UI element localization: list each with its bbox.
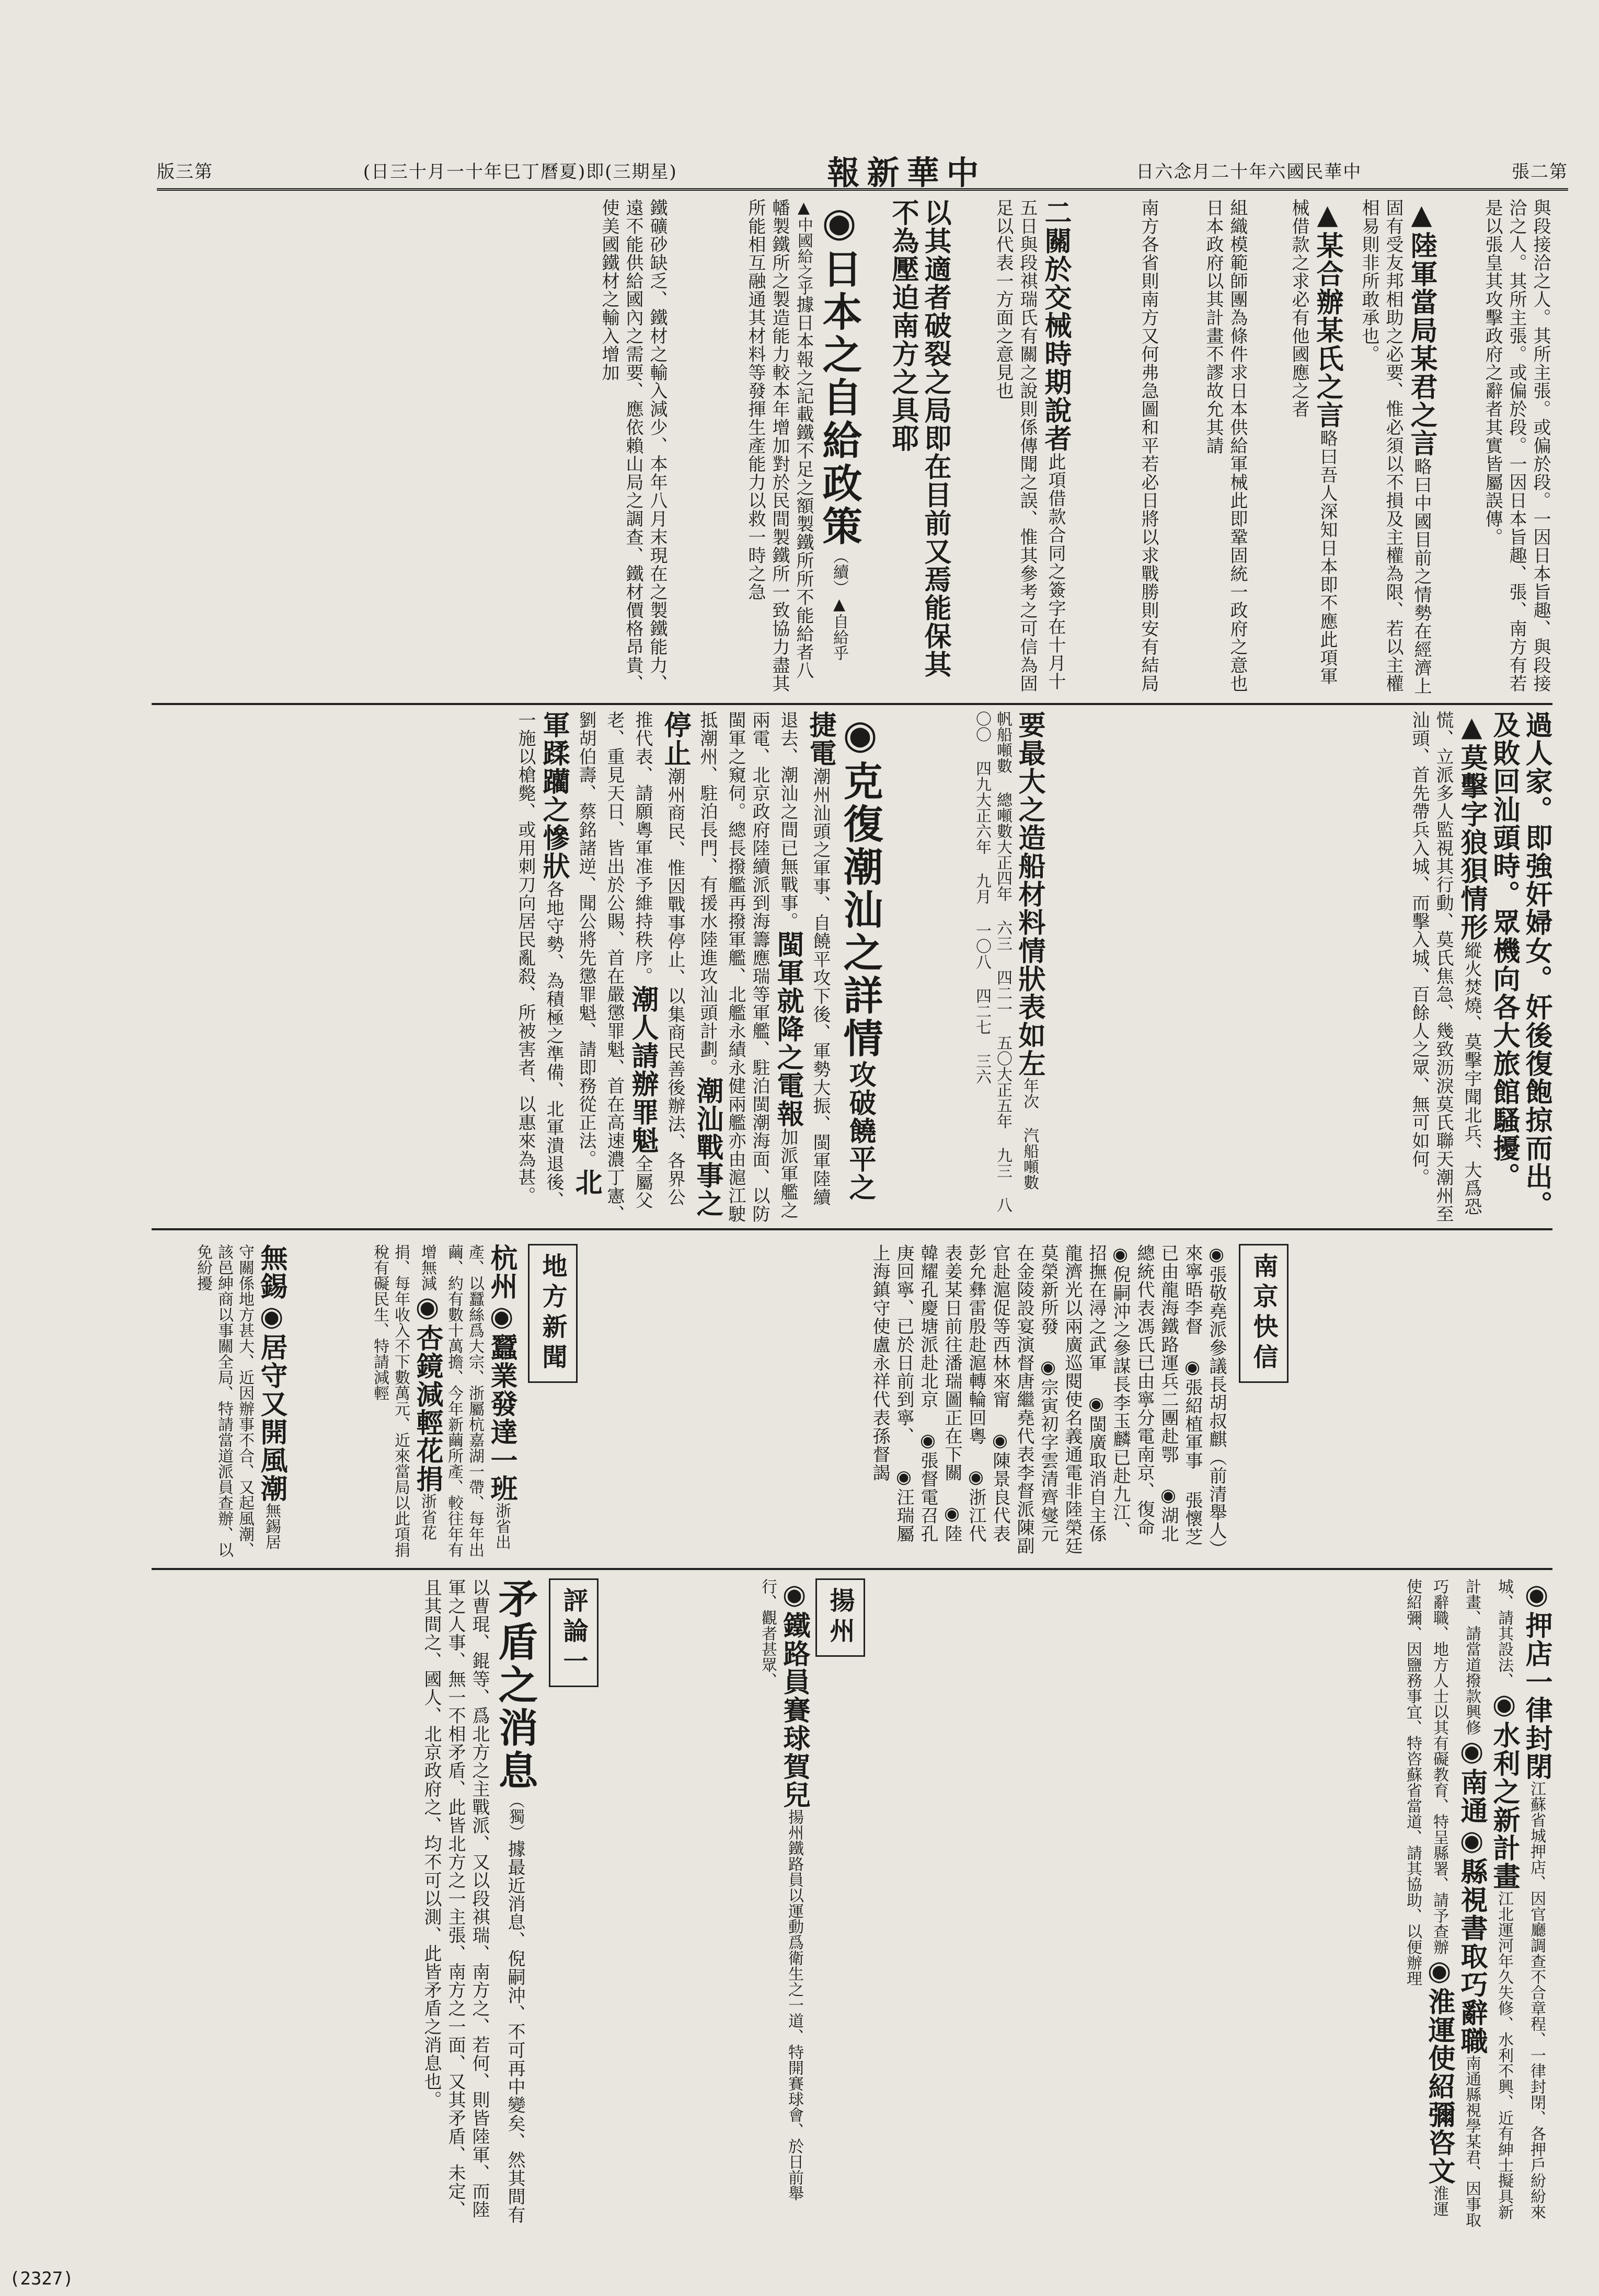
wuxi-news bbox=[157, 1244, 287, 1557]
article-8-headline: ◉日本之自給政策 bbox=[816, 199, 862, 548]
nanjing-item: ◉張紹植軍事 張懷芝已由龍海鐵路運兵二團赴鄂 bbox=[1158, 1244, 1203, 1546]
hangzhou-text-2: 浙省花捐、每年收入不下數萬元、近來當局以此項捐稅有礙民生、特請減輕 bbox=[371, 1244, 436, 1557]
article-7: 以其適者破裂之局即在目前又焉能保其不為壓迫南方之具耶 bbox=[887, 199, 951, 678]
nantong-title: ◉南通 bbox=[1456, 1735, 1488, 1825]
figures-row-2: 大正五年 九三 八〇〇 四九 bbox=[973, 711, 1012, 1213]
chaoshan-sub-5: 北軍蹂躪之慘狀 bbox=[538, 711, 602, 1196]
figures-row-1: 大正四年 六三 四二一 五〇 bbox=[994, 839, 1012, 1066]
chaoshan-sub-1: 攻破饒平之捷電 bbox=[804, 711, 876, 1202]
chaoshan-main-headline: ◉克復潮汕之詳情 bbox=[837, 711, 883, 1060]
chaoshan-article bbox=[157, 711, 883, 1223]
nanjing-item: ◉湖北總統代表馮氏已由寧分電南京、復命 bbox=[1134, 1244, 1179, 1543]
chaoshan-text-1: 潮州汕頭之軍事、自饒平攻下後、軍勢大振、閩軍陸續退去、潮汕之間已無戰事。 bbox=[777, 711, 831, 1206]
article-3-text: 略曰吾人深知日本即不應此項軍械借款之求必有他國應之者 bbox=[1289, 199, 1338, 685]
nanjing-item: ◉陸韓耀孔慶塘派赴北京 bbox=[917, 1244, 962, 1543]
figures-header: 年次 汽船噸數 帆船噸數 總噸數 bbox=[994, 711, 1039, 1190]
right-text-2: 莫氏聯天潮州至汕頭、首先帶兵入城、而擊入城、百餘人之眾、無可如何。 bbox=[1409, 711, 1454, 1223]
right-article bbox=[1051, 711, 1552, 1223]
wuxi-text: 無錫居守關係地方甚大、近因辦事不合、又起風潮、該邑紳商以事關全局、特請當道派員查辦、以免紛擾 bbox=[194, 1244, 281, 1557]
inspector-headline: ◉縣視書取巧辭職 bbox=[1456, 1825, 1488, 2055]
figures-block bbox=[889, 711, 1045, 1223]
sheet-label: 張二第 bbox=[1511, 161, 1568, 182]
yangzhou-text: 揚州鐵路員以運動爲衛生之一道、特開賽球會、於日前舉行、觀者甚眾、 bbox=[758, 1578, 803, 2201]
hangzhou-title: 杭州 bbox=[486, 1244, 517, 1300]
chaoshan-sub-2: 閩軍就降之電報 bbox=[772, 930, 804, 1128]
pawnshop-headline: ◉押店一律封閉 bbox=[1521, 1578, 1552, 1781]
chaoshan-text-3: 總長撥艦再撥軍艦、北艦永績永健兩艦亦由滬江駛抵潮州、駐泊長門、有援水陸進攻汕頭計劃。 bbox=[697, 711, 746, 1223]
bottom-right-news bbox=[1061, 1578, 1552, 2232]
article-2 bbox=[1349, 199, 1437, 695]
salt-headline: ◉淮運使紹彌咨文 bbox=[1423, 1955, 1455, 2185]
nanjing-items bbox=[601, 1244, 1228, 1557]
nanjing-item: ◉陳景良代表彭允彝雷殷赴滬轉輪回粵 bbox=[965, 1244, 1010, 1543]
page-label: 版三第 bbox=[157, 161, 213, 182]
water-text: 江北運河年久失修、水利不興、近有紳士擬具新計畫、請當道撥款興修 bbox=[1463, 1578, 1513, 2220]
local-news-box-title: 地方新聞 bbox=[528, 1244, 578, 1383]
nanjing-item: ◉倪嗣沖之參謀長李玉麟已赴九江、招撫在潯之武軍 bbox=[1086, 1244, 1131, 1540]
divider-top bbox=[152, 703, 1552, 705]
paper-name: 報新華中 bbox=[827, 153, 986, 192]
hangzhou-headline-2: ◉杏鏡減輕花捐 bbox=[411, 1291, 443, 1493]
commentary bbox=[157, 1578, 538, 2232]
masthead-date-right: (日三十月一十年巳丁曆夏)即(三期星) bbox=[363, 161, 677, 182]
article-1: 與段接洽之人。其所主張。或偏於段。一因日本旨趣、與段接洽之人。其所主張。或偏於段。一因日本旨趣、張、南方有若是以張皇其攻擊政府之辭者其實皆屬誤傳。 bbox=[1482, 199, 1551, 693]
article-4: 組織模範師團為條件求日本供給軍械此即鞏固統一政府之意也日本政府以其計畫不謬故允其請 bbox=[1203, 199, 1248, 693]
article-3-headline: ▲某合辦某氏之言 bbox=[1312, 199, 1343, 429]
masthead-date-left: 日六念月二十年六國民華中 bbox=[1136, 161, 1362, 182]
hangzhou-headline: ◉蠶業發達一班 bbox=[486, 1300, 517, 1503]
chaoshan-text-2: 加派軍艦之兩電、北京政府陸續派到海籌應瑞等軍艦、駐泊閩潮海面、以防閩軍之窺伺。 bbox=[725, 711, 798, 1223]
figures-row-3: 大正六年 九月 一〇八 四二七 三六 bbox=[973, 792, 991, 1084]
article-6 bbox=[957, 199, 1072, 695]
yangzhou-news bbox=[653, 1578, 810, 2232]
chaoshan-text-6: 各地守勢、為積極之準備、北軍潰退後、一施以槍斃、或用刺刀向居民亂殺、所被害者、以惠來為甚。 bbox=[515, 711, 564, 1209]
hangzhou-text: 浙省出產、以蠶絲爲大宗、浙屬杭嘉湖一帶、每年出繭、約有數十萬擔、今年新繭所產、較往年有增無減 bbox=[418, 1244, 511, 1557]
commentary-headline: 矛盾之消息 bbox=[492, 1578, 538, 1793]
yangzhou-headline: ◉鐵路員賽球賀兒 bbox=[778, 1578, 810, 1809]
commentary-text: 據最近消息、倪嗣沖、不可再中變矣、然其間有以曹琨、錕等、爲北方之主戰派、又以段祺瑞、南方之、若何、則皆陸軍、而陸軍之人事、無一不相矛盾、此皆北方之一主張、南方之一面、又其矛盾、未定、且其間之、國人、北京政府之、均不可以測、此皆矛盾之消息也。 bbox=[421, 1578, 525, 2224]
chaoshan-text-4: 潮州商民、惟因戰事停止、以集商民善後辦法、各界公推代表、請願粵軍准予維持秩序。 bbox=[632, 711, 685, 1206]
article-6-text: 此項借款合同之簽字在十月十五日與段祺瑞氏有關之說則係傳聞之誤、惟其參考之可信為固足以代表一方面之意見也 bbox=[993, 199, 1066, 693]
article-8-cont: （續） bbox=[830, 548, 848, 595]
wuxi-headline: ◉居守又開風潮 bbox=[256, 1300, 287, 1503]
chaoshan-sub-3: 潮汕戰事之停止 bbox=[659, 711, 723, 1218]
water-headline: ◉水利之新計畫 bbox=[1488, 1688, 1520, 1890]
wuxi-title: 無錫 bbox=[256, 1244, 287, 1300]
nanjing-item: ◉閩廣取消自主係龍濟光以兩廣巡閱使名義通電非陸榮廷莫榮新所發 bbox=[1038, 1244, 1107, 1555]
right-text-1: 縱火焚燒、莫擊宇聞北兵、大爲恐慌、立派多人監視其行動、莫氏焦急、幾致沥淚 bbox=[1433, 711, 1482, 1216]
divider-lower bbox=[152, 1568, 1552, 1570]
divider-middle bbox=[152, 1228, 1552, 1230]
right-main-headline: 過人家。即強奸婦女。奸後復飽掠而出。及敗回汕頭時。眾機向各大旅館騷擾。 bbox=[1488, 711, 1552, 1219]
article-5: 南方各省則南方又何弗急圖和平若必日將以求戰勝則安有結局 bbox=[1138, 199, 1159, 693]
nanjing-item: ◉張督電召孔庚回寧、已於日前到寧、 bbox=[893, 1244, 938, 1543]
masthead bbox=[157, 152, 1568, 191]
salt-text: 淮運使紹彌、因鹽務事宜、特咨蘇省當道、請其協助、以便辦理 bbox=[1404, 1578, 1448, 2217]
article-3 bbox=[1255, 199, 1343, 695]
hangzhou-news bbox=[293, 1244, 517, 1557]
inspector-text: 南通縣視學某君、因事取巧辭職、地方人士以其有礙教育、特呈縣署、請予查辦 bbox=[1430, 1578, 1481, 2228]
chaoshan-sub-4: 潮人請辦罪魁 bbox=[627, 985, 659, 1155]
nanjing-item: ◉浙江代表姜某日前往潘瑞圖正在下關 bbox=[941, 1244, 986, 1543]
nanjing-item: ◉宗寅初字雲清齊燮元在金陵設宴演督唐繼堯代表李督派陳副官赴滬促等西林來甯 bbox=[990, 1244, 1059, 1555]
article-8-subtext: ▲自給乎 ▲中國給之乎 bbox=[795, 199, 848, 661]
commentary-author: （獨） bbox=[506, 1793, 524, 1840]
page-number: (2327) bbox=[9, 2268, 74, 2289]
yangzhou-box-title: 揚州 bbox=[815, 1578, 865, 1657]
article-8 bbox=[674, 199, 862, 695]
chaoshan-text-5: 全屬父老、重見天日、皆出於公賜、首在嚴懲罪魁、首在高速濃丁憲、劉胡伯壽、蔡銘諸逆、聞公將先懲罪魁、請即務從正法。 bbox=[576, 711, 653, 1223]
figures-title: 要最大之造船材料情狀表如左 bbox=[1014, 711, 1045, 1078]
article-6-headline: 二關於交械時期說者 bbox=[1040, 199, 1072, 453]
article-2-headline: ▲陸軍當局某君之言 bbox=[1406, 199, 1437, 457]
nanjing-item: ◉張敬堯派參議長胡叔麒（前清舉人）來寧晤李督 bbox=[1182, 1244, 1227, 1549]
article-8-body: 據日本報之記載鐵不足之額製鐵所所不能給者八幡製鐵所之製造能力較本年增加對於民間製鐵所一致協力盡其所能相互融通其材料等發揮生產能力以救一時之急 bbox=[745, 199, 814, 693]
article-9: 鐵礦砂缺乏、鐵材之輸入減少、本年八月末現在之製鐵能力、遠不能供給國內之需要、應依賴山局之調查、鐵材價格昂貴、使美國鐵材之輸入增加 bbox=[599, 199, 668, 693]
pawnshop-text: 江蘇省城押店、因官廳調查不合章程、一律封閉、各押戶紛紛來城、請其設法、 bbox=[1495, 1578, 1546, 2220]
nanjing-item: ◉汪瑞屬上海鎮守使盧永祥代表孫督謁 bbox=[869, 1244, 914, 1543]
right-sub-headline: ▲莫擊字狼狽情形 bbox=[1456, 711, 1488, 941]
commentary-box-title: 評論一 bbox=[549, 1578, 599, 1687]
nanjing-box-title: 南京快信 bbox=[1239, 1244, 1289, 1383]
article-2-text: 略曰中國目前之情勢在經濟上固有受友邦相助之必要、惟必須以不損及主權為限、若以主權相易則非所敢承也。 bbox=[1359, 199, 1432, 695]
